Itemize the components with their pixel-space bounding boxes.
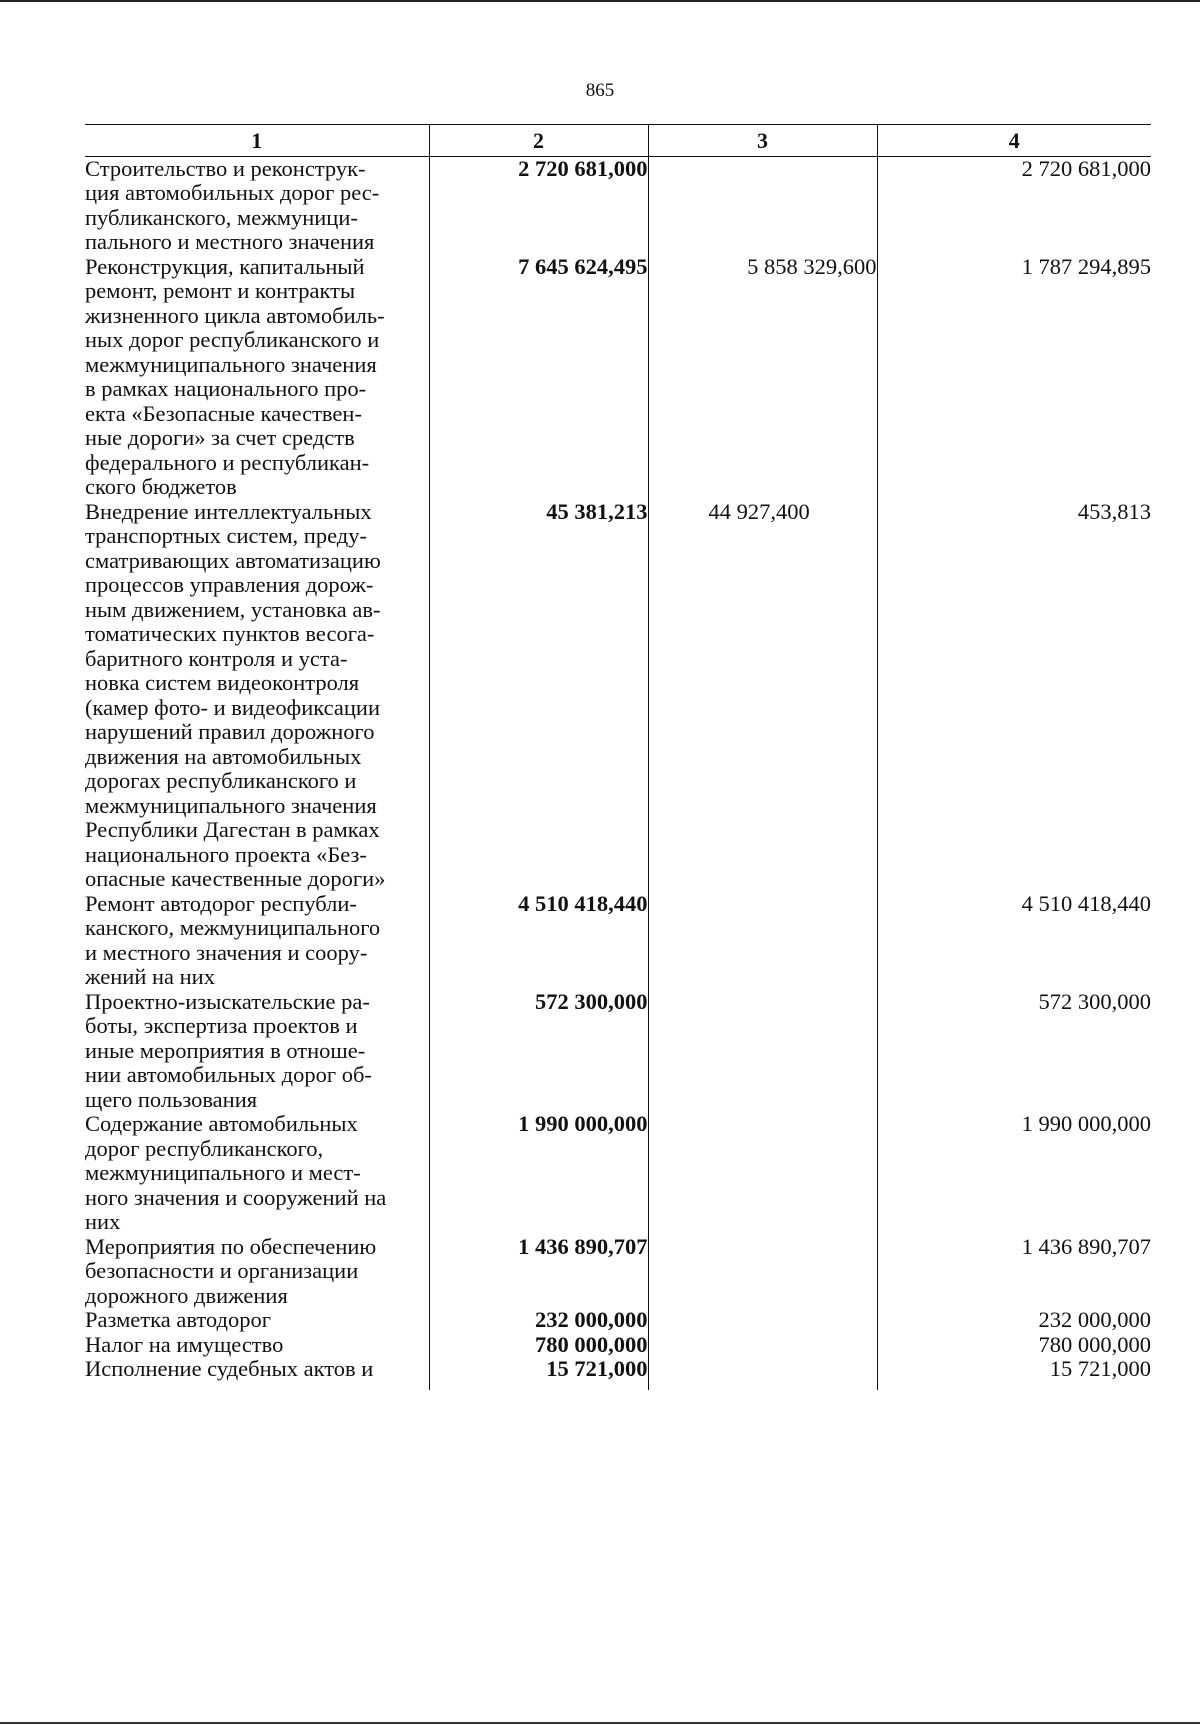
row-item-name-line: Мероприятия по обеспечению	[85, 1233, 377, 1259]
row-item-name-line: межмуниципального значения	[85, 351, 377, 377]
row-item-name-line: жизненного цикла автомобиль-	[85, 302, 385, 328]
budget-table	[85, 124, 1151, 1390]
row-item-name-line: Реконструкция, капитальный	[85, 253, 365, 279]
row-item-name-line: нарушений правил дорожного	[85, 719, 375, 744]
row-column3-amount	[648, 990, 877, 1113]
table-row	[85, 1357, 1151, 1390]
page-number: 865	[585, 80, 615, 101]
row-item-name	[85, 156, 429, 255]
row-column4-amount: 15 721,000	[877, 1357, 1151, 1390]
table-row	[85, 255, 1151, 500]
row-column3-amount	[648, 156, 877, 255]
row-item-name	[85, 255, 429, 500]
row-column4-amount: 1 787 294,895	[877, 255, 1151, 500]
row-item-name-line: ского бюджетов	[85, 474, 237, 499]
row-item-name-line: федерального и республикан-	[85, 449, 370, 475]
row-item-name-line: пального и местного значения	[85, 229, 375, 254]
row-column3-amount	[648, 1333, 877, 1358]
row-item-name-line: публиканского, межмуници-	[85, 204, 358, 230]
row-item-name-line: ным движением, установка ав-	[85, 596, 381, 622]
column-header-3: 3	[648, 125, 877, 157]
row-item-name-line: Внедрение интеллектуальных	[85, 498, 372, 524]
row-item-name-line: канского, межмуниципального	[85, 915, 381, 940]
row-item-name-line: ного значения и сооружений на	[85, 1184, 387, 1210]
row-total-amount: 7 645 624,495	[429, 255, 648, 500]
row-total-amount: 4 510 418,440	[429, 892, 648, 990]
row-total-amount: 572 300,000	[429, 990, 648, 1113]
table-header-row	[85, 125, 1151, 157]
row-item-name-line: ных дорог республиканского и	[85, 327, 380, 352]
table-row	[85, 892, 1151, 990]
table-row	[85, 1308, 1151, 1333]
row-item-name-line: ремонт, ремонт и контракты	[85, 278, 356, 303]
row-total-amount: 1 436 890,707	[429, 1235, 648, 1309]
row-total-amount: 1 990 000,000	[429, 1112, 648, 1235]
row-item-name-line: томатических пунктов весога-	[85, 621, 375, 646]
row-total-amount: 232 000,000	[429, 1308, 648, 1333]
row-item-name-line: дорог республиканского,	[85, 1135, 324, 1161]
column-header-4: 4	[877, 125, 1151, 157]
row-item-name	[85, 1357, 429, 1390]
row-item-name-line: жений на них	[85, 964, 215, 989]
row-item-name-line: национального проекта «Без-	[85, 841, 367, 867]
row-column4-amount: 572 300,000	[877, 990, 1151, 1113]
row-item-name-line: них	[85, 1209, 121, 1234]
table-row	[85, 500, 1151, 892]
row-item-name-line: Республики Дагестан в рамках	[85, 817, 380, 842]
row-item-name-line: транспортных систем, преду-	[85, 523, 367, 548]
row-column3-amount: 5 858 329,600	[648, 255, 877, 500]
row-item-name	[85, 1235, 429, 1309]
row-total-amount: 780 000,000	[429, 1333, 648, 1358]
row-item-name-line: дорогах республиканского и	[85, 768, 357, 793]
row-item-name-line: межмуниципального значения	[85, 792, 377, 818]
row-item-name-line: Ремонт автодорог республи-	[85, 890, 357, 916]
row-total-amount: 2 720 681,000	[429, 156, 648, 255]
row-item-name-line: межмуниципального и мест-	[85, 1160, 361, 1185]
row-item-name-line: процессов управления дорож-	[85, 572, 374, 597]
row-column3-amount	[648, 1308, 877, 1333]
table-row	[85, 1333, 1151, 1358]
row-item-name-line: екта «Безопасные качествен-	[85, 400, 362, 426]
row-column4-amount: 232 000,000	[877, 1308, 1151, 1333]
row-item-name-line: баритного контроля и уста-	[85, 645, 348, 671]
row-item-name-line: ные дороги» за счет средств	[85, 425, 355, 450]
row-item-name-line: и местного значения и соору-	[85, 939, 368, 965]
table-body	[85, 156, 1151, 1390]
row-column3-amount: 44 927,400	[648, 500, 877, 892]
row-item-name-line: Проектно-изыскательские ра-	[85, 988, 370, 1014]
row-item-name	[85, 1308, 429, 1333]
row-item-name-line: нии автомобильных дорог об-	[85, 1062, 372, 1087]
row-item-name-line: дорожного движения	[85, 1282, 288, 1308]
row-column4-amount: 453,813	[877, 500, 1151, 892]
row-item-name	[85, 1112, 429, 1235]
row-item-name-line: ция автомобильных дорог рес-	[85, 180, 380, 205]
scan-top-edge	[0, 0, 1200, 2]
row-item-name-line: иные мероприятия в отноше-	[85, 1037, 366, 1063]
row-column4-amount: 1 436 890,707	[877, 1235, 1151, 1309]
row-column3-amount	[648, 1357, 877, 1390]
row-item-name	[85, 500, 429, 892]
column-header-1: 1	[85, 125, 429, 157]
row-column3-amount	[648, 892, 877, 990]
row-item-name-line: (камер фото- и видеофиксации	[85, 694, 380, 720]
row-item-name-line: движения на автомобильных	[85, 743, 362, 769]
row-item-name-line: боты, экспертиза проектов и	[85, 1013, 358, 1038]
row-item-name-line: опасные качественные дороги»	[85, 866, 386, 891]
row-column3-amount	[648, 1112, 877, 1235]
row-item-name-line: Содержание автомобильных	[85, 1111, 358, 1136]
row-column4-amount: 1 990 000,000	[877, 1112, 1151, 1235]
row-item-name-line: в рамках национального про-	[85, 376, 367, 401]
row-item-name-line: Разметка автодорог	[85, 1307, 271, 1332]
table-row	[85, 156, 1151, 255]
row-column4-amount: 780 000,000	[877, 1333, 1151, 1358]
row-item-name	[85, 892, 429, 990]
table-row	[85, 1235, 1151, 1309]
row-item-name-line: новка систем видеоконтроля	[85, 670, 360, 695]
row-item-name-line: Исполнение судебных актов и	[85, 1356, 374, 1381]
row-item-name-line: Строительство и реконструк-	[85, 155, 366, 181]
row-item-name-line: Налог на имущество	[85, 1331, 284, 1357]
table-row	[85, 990, 1151, 1113]
row-column4-amount: 2 720 681,000	[877, 156, 1151, 255]
row-total-amount: 45 381,213	[429, 500, 648, 892]
column-header-2: 2	[429, 125, 648, 157]
row-item-name	[85, 1333, 429, 1358]
row-column3-amount	[648, 1235, 877, 1309]
row-item-name-line: безопасности и организации	[85, 1258, 359, 1283]
row-item-name-line: сматривающих автоматизацию	[85, 547, 381, 573]
table-row	[85, 1112, 1151, 1235]
row-item-name	[85, 990, 429, 1113]
row-column4-amount: 4 510 418,440	[877, 892, 1151, 990]
row-item-name-line: щего пользования	[85, 1086, 258, 1112]
scan-bottom-edge	[0, 1722, 1200, 1724]
row-total-amount: 15 721,000	[429, 1357, 648, 1390]
